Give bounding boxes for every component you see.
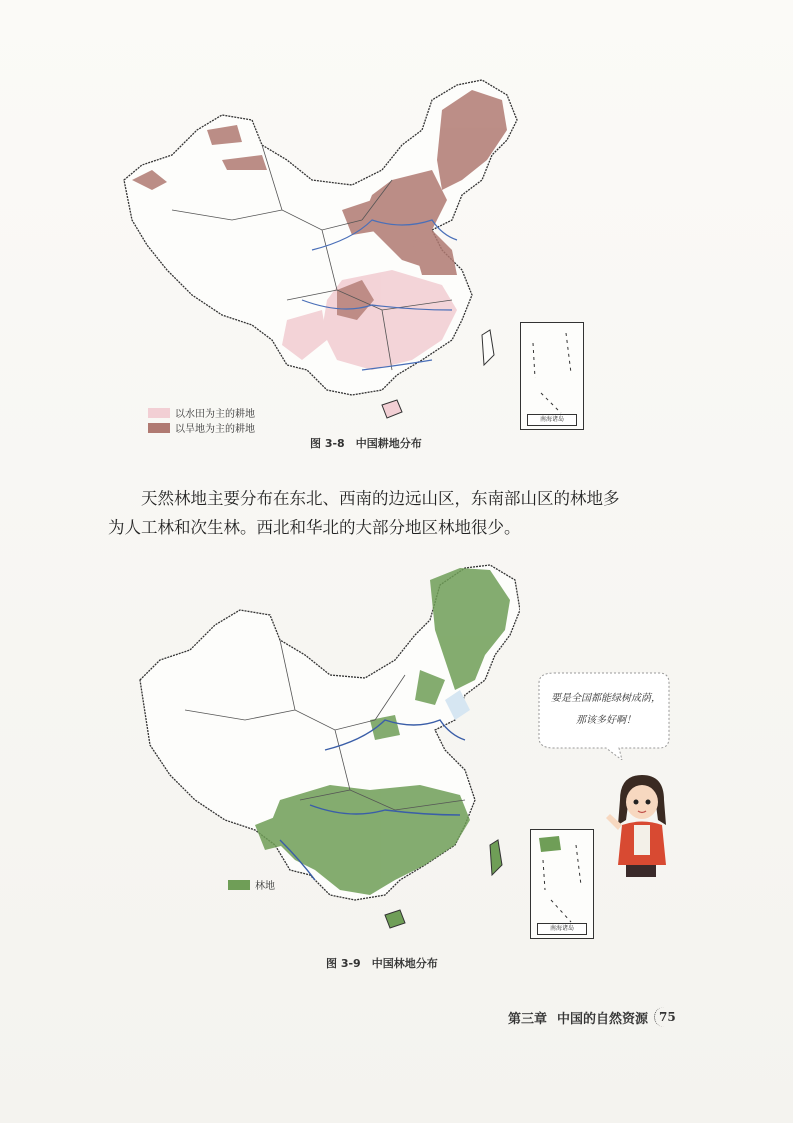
legend-label-forest: 林地 (255, 881, 275, 892)
figure-caption-forest: 图 3-9 中国林地分布 (326, 957, 438, 970)
inset-dashes (531, 830, 593, 938)
chapter-title: 中国的自然资源 (557, 1011, 649, 1027)
cartoon-girl-illustration (600, 770, 680, 880)
taiwan-island (482, 330, 494, 365)
legend-item (148, 420, 255, 435)
legend-label-dry: 以旱地为主的耕地 (175, 424, 255, 435)
figure-caption-cropland: 图 3-8 中国耕地分布 (310, 437, 422, 450)
paragraph-text: 天然林地主要分布在东北、西南的边远山区，东南部山区的林地多为人工林和次生林。西北和华北的大部分地区林地很少。 (108, 489, 620, 537)
legend-swatch-paddy (148, 408, 170, 418)
inset-label: 南海诸岛 (527, 414, 577, 426)
forest-legend (228, 877, 275, 892)
legend-swatch-dry (148, 423, 170, 433)
south-china-sea-inset (520, 322, 584, 430)
legend-item (148, 405, 255, 420)
body-paragraph (108, 484, 628, 542)
hainan-island (382, 400, 402, 418)
legend-item (228, 877, 275, 892)
south-china-sea-inset (530, 829, 594, 939)
cropland-legend (148, 405, 255, 435)
cropland-map (112, 70, 532, 430)
inset-label: 南海诸岛 (537, 923, 587, 935)
page-number: 75 (654, 1007, 685, 1027)
chapter-number: 第三章 (508, 1011, 548, 1027)
hainan-island (385, 910, 405, 928)
legend-swatch-forest (228, 880, 250, 890)
speech-bubble-text: 要是全国都能绿树成荫，那该多好啊！ (551, 693, 661, 726)
page-footer (508, 1007, 685, 1027)
legend-label-paddy: 以水田为主的耕地 (175, 409, 255, 420)
forest-map (130, 560, 520, 940)
taiwan-island (490, 840, 502, 875)
